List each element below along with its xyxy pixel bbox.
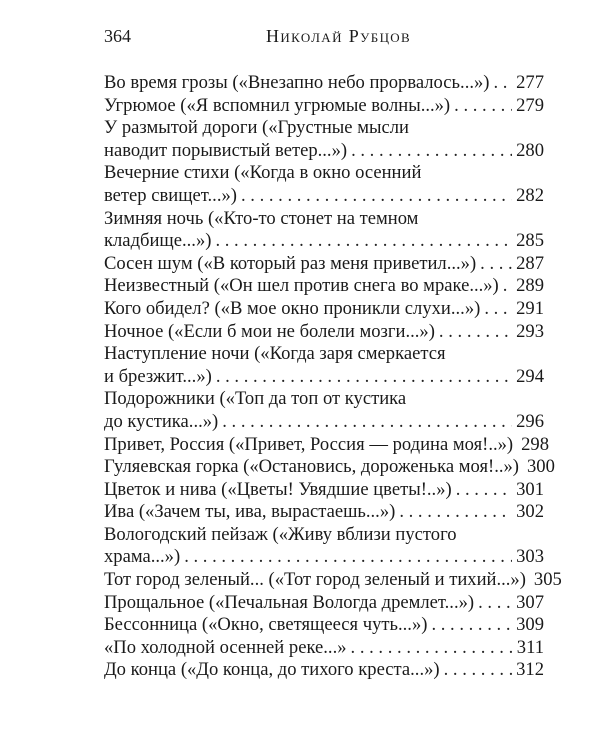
toc-entry [104, 479, 544, 502]
page-header [104, 26, 530, 50]
toc-entry-page: 302 [516, 501, 544, 523]
toc-entry [104, 321, 544, 344]
toc-entry-title: Прощальное («Печальная Вологда дремлет...») [104, 591, 475, 613]
toc-entry-title: и брезжит...») [104, 365, 212, 387]
toc-entry-title: Наступление ночи («Когда заря смеркается [104, 343, 446, 365]
toc-entry-page: 287 [516, 252, 544, 274]
toc-entry-last-line [104, 637, 544, 660]
toc-entry-title: Вечерние стихи («Когда в окно осенний [104, 162, 422, 184]
toc-entry-page: 296 [516, 410, 544, 432]
dot-leader [399, 501, 512, 524]
toc-entry-last-line [104, 546, 544, 569]
toc-entry [104, 298, 544, 321]
toc-entry-last-line [104, 479, 544, 502]
toc-entry-last-line [104, 185, 544, 208]
toc-entry-title: Привет, Россия («Привет, Россия — родина моя!..») [104, 433, 514, 455]
toc-entry-title: Бессонница («Окно, светящееся чуть...») [104, 614, 428, 636]
dot-leader [493, 72, 512, 95]
toc-entry-title: наводит порывистый ветер...») [104, 139, 348, 161]
toc-entry [104, 117, 544, 162]
dot-leader [222, 411, 512, 434]
toc-entry-last-line [104, 321, 544, 344]
table-of-contents [104, 72, 562, 682]
toc-entry-last-line [104, 366, 544, 389]
toc-entry-line [104, 208, 544, 231]
toc-entry-title: Подорожники («Топ да топ от кустика [104, 388, 407, 410]
toc-entry [104, 569, 562, 592]
dot-leader [215, 230, 512, 253]
toc-entry [104, 388, 544, 433]
dot-leader [484, 298, 512, 321]
toc-entry-last-line [104, 140, 544, 163]
toc-entry-title: До конца («До конца, до тихого креста...») [104, 659, 440, 681]
toc-entry-page: 312 [516, 659, 544, 681]
toc-entry-page: 282 [516, 184, 544, 206]
toc-entry-page: 279 [516, 94, 544, 116]
toc-entry-last-line [104, 569, 562, 592]
toc-entry [104, 456, 555, 479]
dot-leader [351, 140, 512, 163]
toc-entry-page: 294 [516, 365, 544, 387]
dot-leader [184, 546, 512, 569]
toc-entry-last-line [104, 298, 544, 321]
toc-entry-title: Во время грозы («Внезапно небо прорвалось...») [104, 72, 490, 93]
toc-entry-last-line [104, 614, 544, 637]
dot-leader [431, 614, 512, 637]
toc-entry [104, 253, 544, 276]
toc-entry-page: 300 [527, 456, 555, 478]
toc-entry [104, 501, 544, 524]
toc-entry-page: 307 [516, 591, 544, 613]
toc-entry [104, 614, 544, 637]
toc-entry-title: ветер свищет...») [104, 184, 237, 206]
toc-entry-last-line [104, 411, 544, 434]
toc-entry-last-line [104, 433, 550, 457]
toc-entry-title: до кустика...») [104, 410, 219, 432]
toc-entry [104, 637, 544, 660]
toc-entry-last-line [104, 275, 544, 298]
toc-entry-title: Вологодский пейзаж («Живу вблизи пустого [104, 523, 457, 545]
dot-leader [216, 366, 512, 389]
toc-entry-page: 311 [516, 636, 544, 658]
toc-entry [104, 275, 544, 298]
toc-entry-page: 293 [516, 320, 544, 342]
toc-entry-line [104, 343, 544, 366]
toc-entry-title: Сосен шум («В который раз меня приветил...») [104, 252, 477, 274]
toc-entry [104, 162, 544, 207]
toc-entry-last-line [104, 253, 544, 276]
toc-entry-page: 285 [516, 230, 544, 252]
dot-leader [351, 637, 513, 660]
toc-entry [104, 524, 544, 569]
dot-leader [439, 321, 512, 344]
running-title: Николай Рубцов [266, 26, 412, 46]
toc-entry-title: Цветок и нива («Цветы! Увядшие цветы!..») [104, 478, 452, 500]
dot-leader [444, 659, 513, 682]
toc-entry-line [104, 388, 544, 411]
toc-entry [104, 72, 544, 95]
dot-leader [503, 275, 512, 298]
toc-entry-title: Тот город зеленый... («Тот город зеленый и тихий...») [104, 569, 526, 591]
toc-entry-title: Ива («Зачем ты, ива, вырастаешь...») [104, 501, 396, 523]
toc-entry-title: «По холодной осенней реке...» [104, 636, 347, 658]
toc-entry-page: 289 [516, 275, 544, 297]
page-number: 364 [104, 26, 131, 46]
toc-entry-title: храма...») [104, 546, 181, 568]
toc-entry-last-line [104, 72, 544, 95]
toc-entry-title: Гуляевская горка («Остановись, дороженька моя!..») [104, 456, 519, 478]
toc-entry-last-line [104, 95, 544, 118]
toc-entry-title: кладбище...») [104, 230, 212, 252]
toc-entry [104, 95, 544, 118]
toc-entry [104, 343, 544, 388]
toc-entry-last-line [104, 659, 544, 682]
toc-entry-line [104, 524, 544, 547]
dot-leader [480, 253, 512, 276]
toc-entry [104, 592, 544, 615]
toc-entry-title: Кого обидел? («В мое окно проникли слухи...») [104, 297, 481, 319]
toc-entry-title: Зимняя ночь («Кто-то стонет на темном [104, 207, 419, 229]
toc-entry-page: 301 [516, 478, 544, 500]
toc-entry-last-line [104, 592, 544, 615]
toc-entry [104, 433, 550, 457]
toc-entry-page: 277 [516, 72, 544, 93]
toc-entry-line [104, 117, 544, 140]
toc-entry-page: 305 [533, 569, 562, 591]
toc-entry-last-line [104, 456, 555, 479]
toc-entry-line [104, 162, 544, 185]
toc-entry-title: Ночное («Если б мои не болели мозги...») [104, 320, 435, 342]
toc-entry-last-line [104, 230, 544, 253]
toc-entry-page: 280 [516, 139, 544, 161]
dot-leader [454, 95, 512, 118]
toc-entry-page: 303 [516, 546, 544, 568]
toc-entry [104, 208, 544, 253]
toc-entry-page: 309 [516, 614, 544, 636]
dot-leader [478, 592, 512, 615]
toc-entry-title: У размытой дороги («Грустные мысли [104, 117, 409, 139]
toc-entry [104, 659, 544, 682]
toc-entry-page: 298 [521, 433, 550, 455]
toc-entry-last-line [104, 501, 544, 524]
toc-entry-title: Угрюмое («Я вспомнил угрюмые волны...») [104, 94, 451, 116]
dot-leader [241, 185, 512, 208]
dot-leader [456, 479, 512, 502]
toc-entry-title: Неизвестный («Он шел против снега во мраке...») [104, 275, 499, 297]
toc-entry-page: 291 [516, 297, 544, 319]
